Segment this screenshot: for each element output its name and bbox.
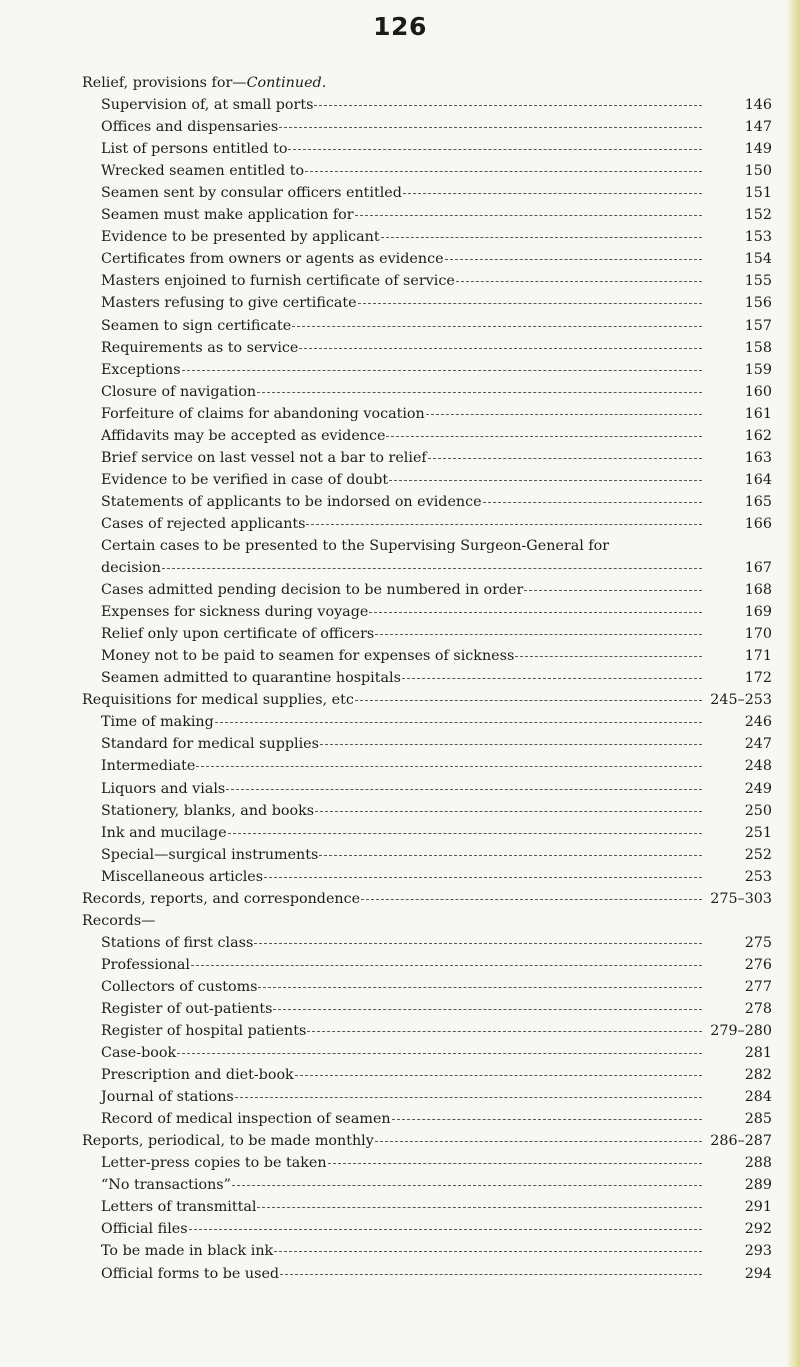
index-entry-leader-line: [101, 359, 705, 381]
index-entry-text: Standard for medical supplies: [101, 736, 319, 753]
index-entry: [0, 1064, 800, 1086]
index-entry-text: Letters of transmittal: [101, 1199, 257, 1216]
index-entry-page: 157: [744, 317, 772, 334]
index-entry: [0, 1196, 800, 1218]
index-entry: [0, 447, 800, 469]
index-entry-leader-line: [101, 800, 705, 822]
index-entry: [0, 667, 800, 689]
index-entry-text: Records, reports, and correspondence: [82, 890, 361, 907]
index-entry-text: Journal of stations: [101, 1089, 234, 1106]
dot-leader: [375, 1140, 702, 1142]
dot-leader: [264, 876, 702, 878]
index-entry: [0, 888, 800, 910]
index-entry-leader-line: [82, 910, 705, 932]
index-entry-page: 170: [744, 626, 772, 643]
index-entry-page: 278: [744, 1000, 772, 1017]
index-entry-text: Collectors of customs: [101, 978, 258, 995]
index-entry-page: 246: [744, 714, 772, 731]
index-entry-leader-line: [101, 645, 705, 667]
index-entry-text: decision: [101, 560, 161, 577]
dot-leader: [299, 347, 702, 349]
dot-leader: [319, 854, 702, 856]
index-entry-text: List of persons entitled to: [101, 141, 288, 158]
index-entry-page: 247: [744, 736, 772, 753]
index-entry: [0, 910, 800, 932]
index-entry-page: 284: [744, 1089, 772, 1106]
index-entry-leader-line: [101, 623, 705, 645]
index-entry-text: Evidence to be presented by applicant: [101, 229, 380, 246]
index-entry-page: 250: [744, 802, 772, 819]
index-entry-page: 275: [744, 934, 772, 951]
index-entry-leader-line: [101, 292, 705, 314]
index-entry: [0, 1218, 800, 1240]
index-entry-page: 281: [744, 1045, 772, 1062]
dot-leader: [369, 611, 702, 613]
index-entry-text: Records—: [82, 912, 156, 929]
dot-leader: [358, 302, 702, 304]
index-entry-leader-line: [101, 1196, 705, 1218]
index-entry-text: Official files: [101, 1221, 188, 1238]
index-entry-leader-line: [101, 822, 705, 844]
index-entry-page: 252: [744, 846, 772, 863]
index-entry-text: Professional: [101, 956, 190, 973]
index-entry-page: 160: [744, 383, 772, 400]
index-entry: [0, 623, 800, 645]
index-entry-continued: Continued.: [246, 75, 327, 91]
index-entry-leader-line: [101, 778, 705, 800]
index-entry-page: 251: [744, 824, 772, 841]
index-entry-text: Miscellaneous articles: [101, 868, 264, 885]
index-entry-leader-line: [82, 72, 705, 94]
dot-leader: [273, 1008, 702, 1010]
index-entry-page: 249: [744, 780, 772, 797]
index-entry: [0, 535, 800, 557]
index-entry: [0, 755, 800, 777]
index-entry-text: Stationery, blanks, and books: [101, 802, 315, 819]
index-entry-leader-line: [101, 116, 705, 138]
index-entry-leader-line: [101, 844, 705, 866]
index-entry-leader-line: [101, 601, 705, 623]
index-entry: [0, 778, 800, 800]
dot-leader: [305, 170, 702, 172]
index-entry-leader-line: [101, 469, 705, 491]
dot-leader: [292, 325, 702, 327]
index-entry: [0, 182, 800, 204]
index-entry-page: 277: [744, 978, 772, 995]
index-entry-leader-line: [101, 755, 705, 777]
index-entry: [0, 226, 800, 248]
index-entry-leader-line: [101, 1042, 705, 1064]
dot-leader: [456, 280, 702, 282]
dot-leader: [375, 633, 702, 635]
dot-leader: [228, 832, 702, 834]
dot-leader: [235, 1096, 702, 1098]
index-entry-text: Ink and mucilage: [101, 824, 227, 841]
index-entry-text: Statements of applicants to be indorsed on evidence: [101, 493, 482, 510]
index-entry-leader-line: [101, 711, 705, 733]
dot-leader: [483, 501, 702, 503]
dot-leader: [426, 413, 702, 415]
index-entry-page: 153: [744, 229, 772, 246]
index-entry-text: Masters refusing to give certificate: [101, 295, 357, 312]
index-entry: [0, 1020, 800, 1042]
index-entry-leader-line: [101, 535, 705, 557]
index-entry-page: 161: [744, 405, 772, 422]
index-entry: [0, 579, 800, 601]
index-entry-page: 152: [744, 207, 772, 224]
index-entry-text: Stations of first class: [101, 934, 254, 951]
index-entry-text: Offices and dispensaries: [101, 119, 279, 136]
index-entry-page: 285: [744, 1111, 772, 1128]
index-entry-leader-line: [101, 733, 705, 755]
index-entry-text: Supervision of, at small ports: [101, 97, 314, 114]
index-entry-leader-line: [101, 954, 705, 976]
index-entry-page: 245–253: [710, 692, 772, 709]
index-entry-leader-line: [101, 1152, 705, 1174]
dot-leader: [279, 126, 702, 128]
dot-leader: [177, 1052, 702, 1054]
index-entry-text: Intermediate: [101, 758, 196, 775]
index-entry-leader-line: [101, 403, 705, 425]
dot-leader: [280, 1273, 702, 1275]
index-entry: [0, 469, 800, 491]
index-entry-page: 169: [744, 604, 772, 621]
page-number: 126: [373, 12, 427, 41]
index-entry: [0, 1174, 800, 1196]
index-entry-leader-line: [101, 1174, 705, 1196]
index-entry-text: Seamen to sign certificate: [101, 317, 292, 334]
index-entry: [0, 557, 800, 579]
index-entry-leader-line: [101, 160, 705, 182]
index-entry: [0, 138, 800, 160]
index-entry-leader-line: [82, 888, 705, 910]
index-entry-page: 149: [744, 141, 772, 158]
index-entry-leader-line: [101, 248, 705, 270]
index-entry: [0, 733, 800, 755]
index-entry-text: “No transactions”: [101, 1177, 231, 1194]
dot-leader: [402, 677, 702, 679]
index-entry: [0, 998, 800, 1020]
index-entry-page: 275–303: [710, 890, 772, 907]
index-entry-text: Affidavits may be accepted as evidence: [101, 427, 386, 444]
index-entry-leader-line: [101, 381, 705, 403]
index-entry-text: Wrecked seamen entitled to: [101, 163, 305, 180]
index-entry-text: Requirements as to service: [101, 339, 299, 356]
index-entry-text: Official forms to be used: [101, 1265, 280, 1282]
index-entry-leader-line: [101, 182, 705, 204]
index-entry-page: 288: [744, 1155, 772, 1172]
index-entry: [0, 866, 800, 888]
dot-leader: [314, 104, 702, 106]
index-entry-page: 171: [744, 648, 772, 665]
index-entry-page: 282: [744, 1067, 772, 1084]
index-entry: [0, 1240, 800, 1262]
index-entry: [0, 359, 800, 381]
index-entry-leader-line: [101, 579, 705, 601]
index-list: [0, 72, 800, 1285]
index-entry-text: Record of medical inspection of seamen: [101, 1111, 391, 1128]
index-entry-leader-line: [101, 1086, 705, 1108]
index-entry-page: 253: [744, 868, 772, 885]
index-entry-leader-line: [101, 667, 705, 689]
index-entry: [0, 270, 800, 292]
index-entry: [0, 72, 800, 94]
index-entry-page: 158: [744, 339, 772, 356]
index-entry-page: 289: [744, 1177, 772, 1194]
dot-leader: [392, 1118, 702, 1120]
dot-leader: [403, 192, 702, 194]
index-entry-text: Case-book: [101, 1045, 177, 1062]
index-entry-page: 172: [744, 670, 772, 687]
index-entry-leader-line: [101, 447, 705, 469]
dot-leader: [274, 1250, 702, 1252]
index-entry-text: Cases of rejected applicants: [101, 515, 306, 532]
index-entry-text: Requisitions for medical supplies, etc: [82, 692, 354, 709]
dot-leader: [445, 258, 702, 260]
index-entry: [0, 800, 800, 822]
index-entry-text: Seamen sent by consular officers entitled: [101, 185, 402, 202]
dot-leader: [306, 523, 702, 525]
index-entry-page: 155: [744, 273, 772, 290]
index-entry-page: 162: [744, 427, 772, 444]
index-entry-page: 168: [744, 582, 772, 599]
index-entry: [0, 601, 800, 623]
index-entry-page: 151: [744, 185, 772, 202]
index-entry-page: 279–280: [710, 1023, 772, 1040]
index-entry: [0, 292, 800, 314]
index-entry: [0, 1042, 800, 1064]
dot-leader: [215, 721, 702, 723]
index-entry: [0, 403, 800, 425]
dot-leader: [524, 589, 702, 591]
index-entry-leader-line: [101, 866, 705, 888]
index-entry: [0, 1263, 800, 1285]
index-entry-leader-line: [82, 1130, 705, 1152]
index-entry-page: 146: [744, 97, 772, 114]
index-entry-text: Register of hospital patients: [101, 1023, 307, 1040]
index-entry-page: 276: [744, 956, 772, 973]
index-entry-page: 163: [744, 449, 772, 466]
index-entry-page: 154: [744, 251, 772, 268]
index-entry: [0, 1152, 800, 1174]
dot-leader: [386, 435, 702, 437]
dot-leader: [258, 986, 702, 988]
dot-leader: [428, 457, 702, 459]
dot-leader: [361, 898, 702, 900]
index-entry-text: Special—surgical instruments: [101, 846, 319, 863]
dot-leader: [257, 391, 702, 393]
index-entry: [0, 932, 800, 954]
index-entry-text: Closure of navigation: [101, 383, 257, 400]
index-entry-page: 166: [744, 515, 772, 532]
index-entry-text: To be made in black ink: [101, 1243, 274, 1260]
dot-leader: [355, 699, 702, 701]
index-entry: [0, 1086, 800, 1108]
dot-leader: [254, 942, 702, 944]
index-entry-text: Relief only upon certificate of officers: [101, 626, 375, 643]
dot-leader: [515, 655, 702, 657]
index-entry: [0, 248, 800, 270]
index-entry-page: 292: [744, 1221, 772, 1238]
index-entry: [0, 976, 800, 998]
dot-leader: [288, 148, 702, 150]
index-entry-leader-line: [101, 1108, 705, 1130]
index-entry-page: 150: [744, 163, 772, 180]
dot-leader: [381, 236, 702, 238]
index-entry-leader-line: [101, 94, 705, 116]
dot-leader: [226, 788, 702, 790]
index-entry-page: 147: [744, 119, 772, 136]
index-entry-leader-line: [101, 226, 705, 248]
index-entry-page: 291: [744, 1199, 772, 1216]
index-entry-text: Time of making: [101, 714, 214, 731]
index-entry-text: Seamen admitted to quarantine hospitals: [101, 670, 401, 687]
index-entry: [0, 711, 800, 733]
dot-leader: [232, 1184, 702, 1186]
index-entry: [0, 954, 800, 976]
dot-leader: [389, 479, 702, 481]
dot-leader: [191, 964, 702, 966]
index-entry-page: 294: [744, 1265, 772, 1282]
index-entry: [0, 204, 800, 226]
dot-leader: [355, 214, 702, 216]
index-entry-leader-line: [101, 337, 705, 359]
index-entry: [0, 491, 800, 513]
index-entry-leader-line: [82, 689, 705, 711]
dot-leader: [257, 1206, 702, 1208]
index-entry-text: Expenses for sickness during voyage: [101, 604, 369, 621]
index-entry: [0, 1130, 800, 1152]
index-entry-leader-line: [101, 557, 705, 579]
index-entry: [0, 425, 800, 447]
index-entry: [0, 160, 800, 182]
index-entry: [0, 94, 800, 116]
index-entry-text: Relief, provisions for—: [82, 75, 247, 91]
index-entry-text: Certificates from owners or agents as evidence: [101, 251, 444, 268]
dot-leader: [295, 1074, 702, 1076]
index-entry-page: 165: [744, 493, 772, 510]
dot-leader: [315, 810, 702, 812]
index-entry-page: 159: [744, 361, 772, 378]
index-entry-leader-line: [101, 976, 705, 998]
index-entry-text: Seamen must make application for: [101, 207, 354, 224]
dot-leader: [162, 567, 702, 569]
index-entry-leader-line: [101, 270, 705, 292]
index-entry-text: Reports, periodical, to be made monthly: [82, 1133, 374, 1150]
index-entry-leader-line: [101, 491, 705, 513]
index-entry-text: Liquors and vials: [101, 780, 226, 797]
index-entry-page: 248: [744, 758, 772, 775]
index-entry-text: Letter-press copies to be taken: [101, 1155, 327, 1172]
dot-leader: [328, 1162, 702, 1164]
index-entry: [0, 689, 800, 711]
index-entry: [0, 315, 800, 337]
index-entry-leader-line: [101, 1064, 705, 1086]
index-entry-leader-line: [101, 932, 705, 954]
index-entry-leader-line: [101, 425, 705, 447]
index-entry-leader-line: [101, 315, 705, 337]
index-entry-text: Cases admitted pending decision to be numbered in order: [101, 582, 524, 599]
dot-leader: [307, 1030, 702, 1032]
dot-leader: [320, 743, 702, 745]
index-entry-text: Certain cases to be presented to the Supervising Surgeon-General for: [101, 537, 610, 554]
index-entry: [0, 513, 800, 535]
dot-leader: [182, 369, 702, 371]
index-entry: [0, 337, 800, 359]
index-entry-leader-line: [101, 998, 705, 1020]
index-entry: [0, 116, 800, 138]
index-entry: [0, 645, 800, 667]
index-entry-text: Money not to be paid to seamen for expenses of sickness: [101, 648, 515, 665]
index-entry-leader-line: [101, 1218, 705, 1240]
index-entry-leader-line: [101, 204, 705, 226]
index-entry: [0, 822, 800, 844]
index-entry-page: 286–287: [710, 1133, 772, 1150]
index-entry-text: Register of out-patients: [101, 1000, 273, 1017]
index-entry: [0, 844, 800, 866]
index-entry-leader-line: [101, 1240, 705, 1262]
index-entry-text: Evidence to be verified in case of doubt: [101, 471, 389, 488]
index-entry-text: Forfeiture of claims for abandoning vocation: [101, 405, 425, 422]
index-entry: [0, 381, 800, 403]
index-entry-leader-line: [101, 1020, 705, 1042]
dot-leader: [196, 765, 702, 767]
index-entry-leader-line: [101, 138, 705, 160]
index-entry: [0, 1108, 800, 1130]
index-entry-page: 167: [744, 560, 772, 577]
index-entry-leader-line: [101, 513, 705, 535]
index-entry-text: Brief service on last vessel not a bar to relief: [101, 449, 427, 466]
index-entry-page: 164: [744, 471, 772, 488]
index-entry-text: Masters enjoined to furnish certificate of service: [101, 273, 455, 290]
index-entry-text: Prescription and diet-book: [101, 1067, 294, 1084]
dot-leader: [189, 1228, 702, 1230]
index-entry-text: Exceptions: [101, 361, 181, 378]
index-entry-page: 156: [744, 295, 772, 312]
index-entry-leader-line: [101, 1263, 705, 1285]
index-entry-page: 293: [744, 1243, 772, 1260]
